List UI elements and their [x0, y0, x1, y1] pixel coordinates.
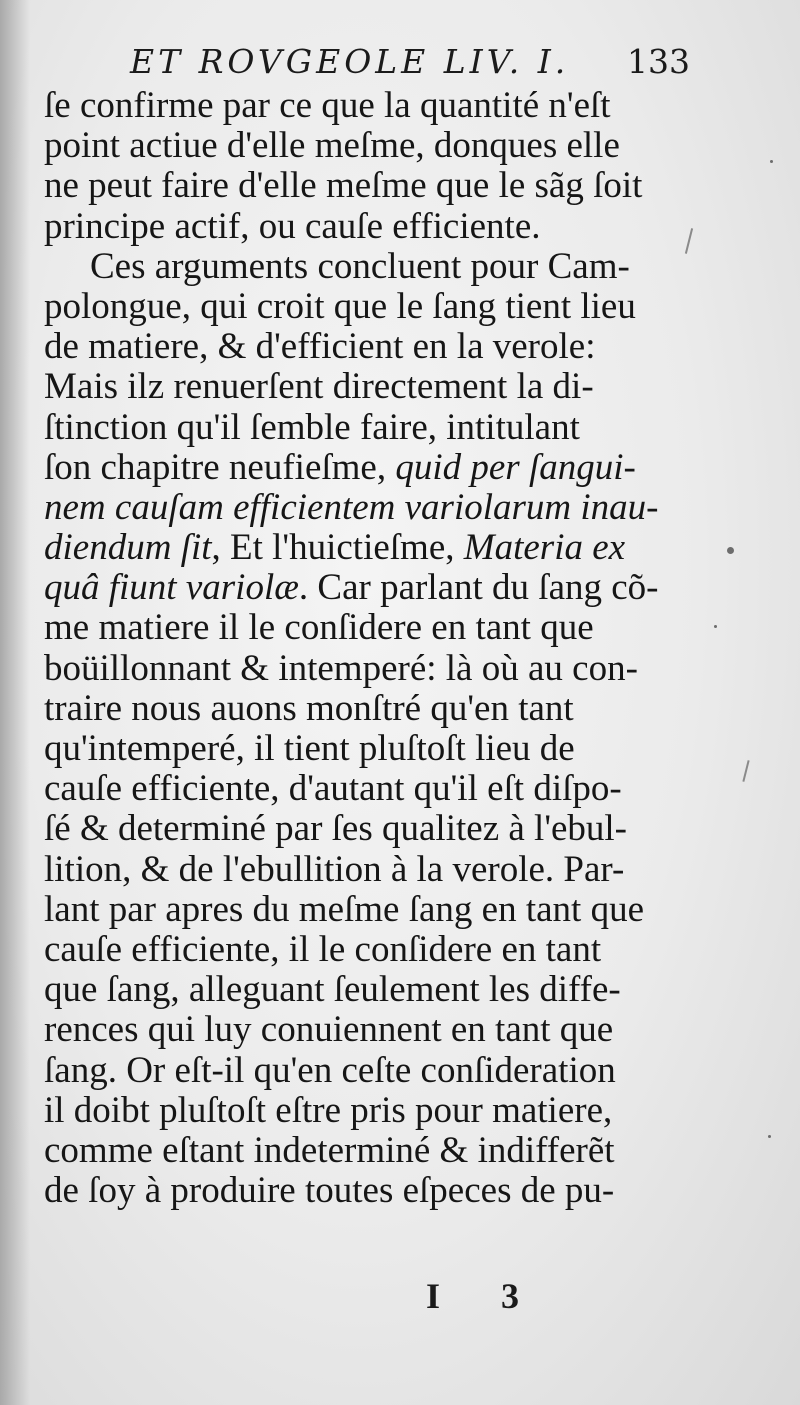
italic-text: diendum ſit — [44, 527, 212, 569]
text-span: ſé & determiné par ſes qualitez à l'ebul- — [44, 808, 628, 850]
text-line — [44, 769, 674, 809]
binding-shadow — [0, 0, 30, 1405]
signature-mark: I 3 — [426, 1276, 546, 1316]
text-line — [44, 86, 674, 126]
text-span: cauſe efficiente, il le conſidere en tant — [44, 928, 602, 970]
paper-speck — [768, 1135, 771, 1138]
text-line — [44, 126, 674, 166]
text-line — [44, 970, 674, 1010]
text-span: Ces arguments concluent pour Cam- — [90, 245, 630, 287]
text-line — [44, 1131, 674, 1171]
text-line — [44, 166, 674, 206]
text-line — [44, 1171, 674, 1211]
text-line — [44, 488, 674, 528]
italic-text: Materia ex — [463, 527, 626, 569]
text-span: qu'intemperé, il tient pluſtoſt lieu de — [44, 728, 575, 769]
text-span: lition, & de l'ebullition à la verole. Par- — [44, 848, 625, 890]
text-line — [44, 448, 674, 488]
text-line — [44, 649, 674, 689]
text-line — [44, 850, 674, 890]
italic-text: quid per ſangui- — [395, 446, 636, 488]
text-span: traire nous auons monſtré qu'en tant — [44, 687, 574, 729]
text-line — [44, 809, 674, 849]
text-span: il doibt pluſtoſt eſtre pris pour matiere, — [44, 1089, 613, 1131]
italic-text: nem cauſam efficientem variolarum inau- — [44, 486, 659, 528]
text-line — [44, 890, 674, 930]
text-line — [44, 327, 674, 367]
text-span: . Car parlant du ſang cõ- — [298, 567, 659, 609]
text-span: comme eſtant indeterminé & indifferẽt — [44, 1129, 615, 1171]
text-span: ſang. Or eſt-il qu'en ceſte conſideration — [44, 1049, 616, 1091]
text-span: Mais ilz renuerſent directement la di- — [44, 366, 594, 408]
text-line — [44, 287, 674, 327]
text-span: boüillonnant & intemperé: là où au con- — [44, 647, 638, 689]
text-span: , Et l'huictieſme, — [211, 527, 464, 569]
text-line — [44, 1051, 674, 1091]
text-span: que ſang, alleguant ſeulement les diffe- — [44, 969, 621, 1011]
paper-speck — [714, 625, 717, 628]
text-line — [44, 729, 674, 769]
text-span: me matiere il le conſidere en tant que — [44, 607, 594, 649]
text-span: point actiue d'elle meſme, donques elle — [44, 125, 620, 167]
text-line — [44, 930, 674, 970]
text-span: de matiere, & d'efficient en la verole: — [44, 326, 596, 368]
text-line — [44, 689, 674, 729]
text-span: principe actif, ou cauſe efficiente. — [44, 205, 541, 247]
text-span: ſon chapitre neufieſme, — [44, 446, 396, 488]
paper-mark — [685, 228, 693, 254]
text-span: rences qui luy conuiennent en tant que — [44, 1009, 614, 1051]
italic-text: quâ fiunt variolæ — [44, 567, 299, 609]
text-span: cauſe efficiente, d'autant qu'il eſt diſpo- — [44, 768, 622, 810]
page-header — [130, 28, 690, 88]
text-line — [44, 408, 674, 448]
text-line — [44, 367, 674, 407]
text-span: ne peut faire d'elle meſme que le sãg ſoit — [44, 165, 643, 207]
text-span: ſe confirme par ce que la quantité n'eſt — [44, 85, 611, 126]
text-line — [44, 1091, 674, 1131]
text-span: lant par apres du meſme ſang en tant que — [44, 888, 645, 930]
body-text — [44, 86, 674, 1211]
running-title: ET ROVGEOLE LIV. I. — [130, 42, 570, 81]
paper-mark — [742, 760, 749, 782]
text-line — [44, 247, 674, 287]
text-span: ſtinction qu'il ſemble faire, intitulant — [44, 406, 580, 448]
paper-speck — [770, 160, 773, 163]
text-line — [44, 608, 674, 648]
text-line — [44, 1010, 674, 1050]
text-line — [44, 568, 674, 608]
text-line — [44, 207, 674, 247]
text-line — [44, 528, 674, 568]
text-span: de ſoy à produire toutes eſpeces de pu- — [44, 1170, 615, 1212]
text-span: polongue, qui croit que le ſang tient lieu — [44, 285, 636, 327]
paper-speck — [727, 547, 734, 554]
page-number: 133 — [627, 42, 690, 81]
